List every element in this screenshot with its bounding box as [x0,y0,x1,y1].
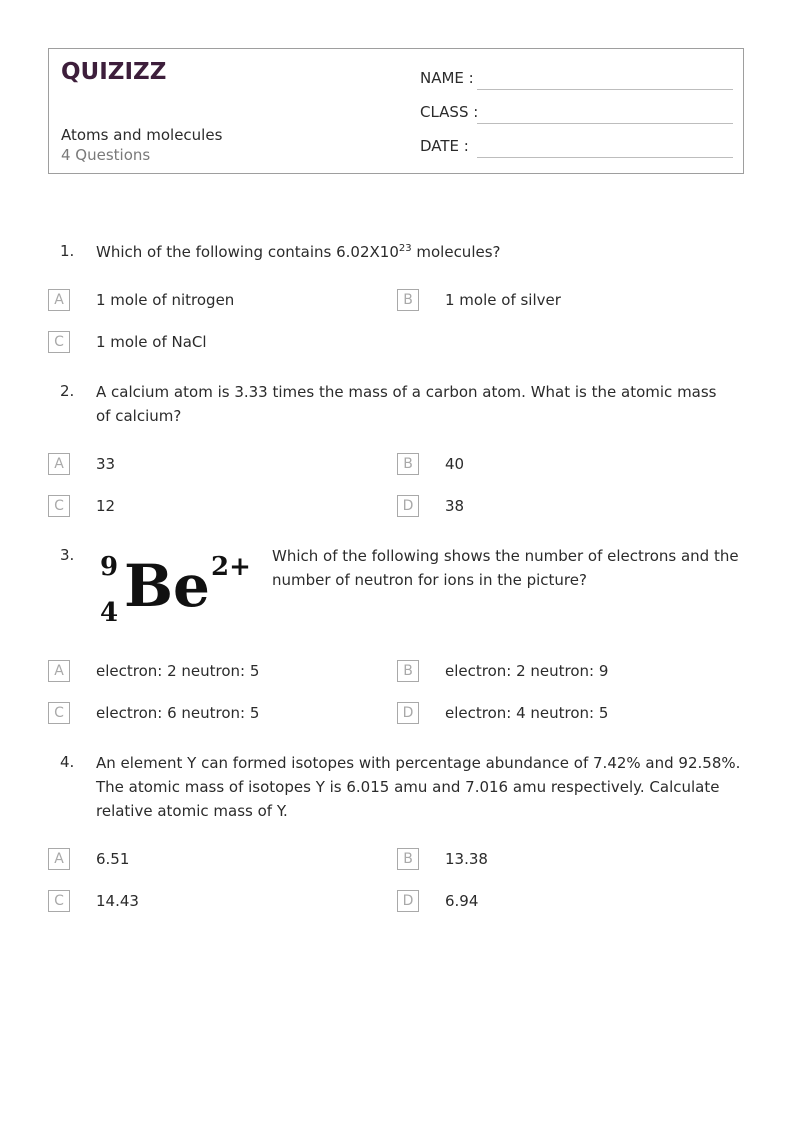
option-letter[interactable]: D [397,495,419,517]
exponent: 23 [398,243,412,254]
option-letter[interactable]: C [48,331,70,353]
question-text [96,240,746,264]
question-number: 2. [60,382,75,400]
option-text: 1 mole of nitrogen [96,291,235,309]
option-text: electron: 2 neutron: 5 [96,662,260,680]
element-symbol: Be [124,552,210,620]
option-text: electron: 2 neutron: 9 [445,662,609,680]
option-letter[interactable]: B [397,660,419,682]
option-letter[interactable]: C [48,890,70,912]
name-line[interactable] [477,89,733,90]
beryllium-ion-image [96,548,261,630]
option-letter[interactable]: C [48,702,70,724]
class-label: CLASS : [420,103,479,121]
option-letter[interactable]: B [397,289,419,311]
question-text: An element Y can formed isotopes with percentage abundance of 7.42% and 92.58%. The atomic mass of isotopes Y is 6.015 amu and 7.016 amu respectively. Calculate relative atomic mass of Y. [96,754,741,820]
option-text: electron: 4 neutron: 5 [445,704,609,722]
option-text: 1 mole of NaCl [96,333,207,351]
option-letter[interactable]: D [397,702,419,724]
question-text: A calcium atom is 3.33 times the mass of a carbon atom. What is the atomic mass of calcium? [96,383,717,425]
option-letter[interactable]: A [48,453,70,475]
option-text: 6.94 [445,892,479,910]
option-text: 14.43 [96,892,139,910]
question-number: 4. [60,753,75,771]
option-text: 12 [96,497,116,515]
option-text: 1 mole of silver [445,291,561,309]
option-letter[interactable]: B [397,848,419,870]
option-text: 38 [445,497,465,515]
worksheet-title: Atoms and molecules [61,126,223,144]
question-count: 4 Questions [61,146,151,164]
option-letter[interactable]: A [48,289,70,311]
question-text: Which of the following shows the number of electrons and the number of neutron for ions in the picture? [272,547,739,589]
worksheet-header [48,48,744,174]
option-letter[interactable]: D [397,890,419,912]
atomic-number: 4 [100,598,119,628]
option-letter[interactable]: B [397,453,419,475]
option-letter[interactable]: A [48,848,70,870]
option-text: electron: 6 neutron: 5 [96,704,260,722]
question-number: 3. [60,546,75,564]
option-letter[interactable]: C [48,495,70,517]
class-line[interactable] [477,123,733,124]
quizizz-logo: QUIZIZZ [61,59,167,85]
mass-number: 9 [100,552,119,582]
option-text: 33 [96,455,116,473]
question-text-part: Which of the following contains 6.02X10 [96,243,399,261]
name-label: NAME : [420,69,474,87]
option-text: 40 [445,455,465,473]
option-text: 13.38 [445,850,488,868]
question-number: 1. [60,242,75,260]
date-line[interactable] [477,157,733,158]
question-text-part: molecules? [411,243,501,261]
option-letter[interactable]: A [48,660,70,682]
option-text: 6.51 [96,850,130,868]
date-label: DATE : [420,137,469,155]
ion-charge: 2+ [211,552,251,582]
